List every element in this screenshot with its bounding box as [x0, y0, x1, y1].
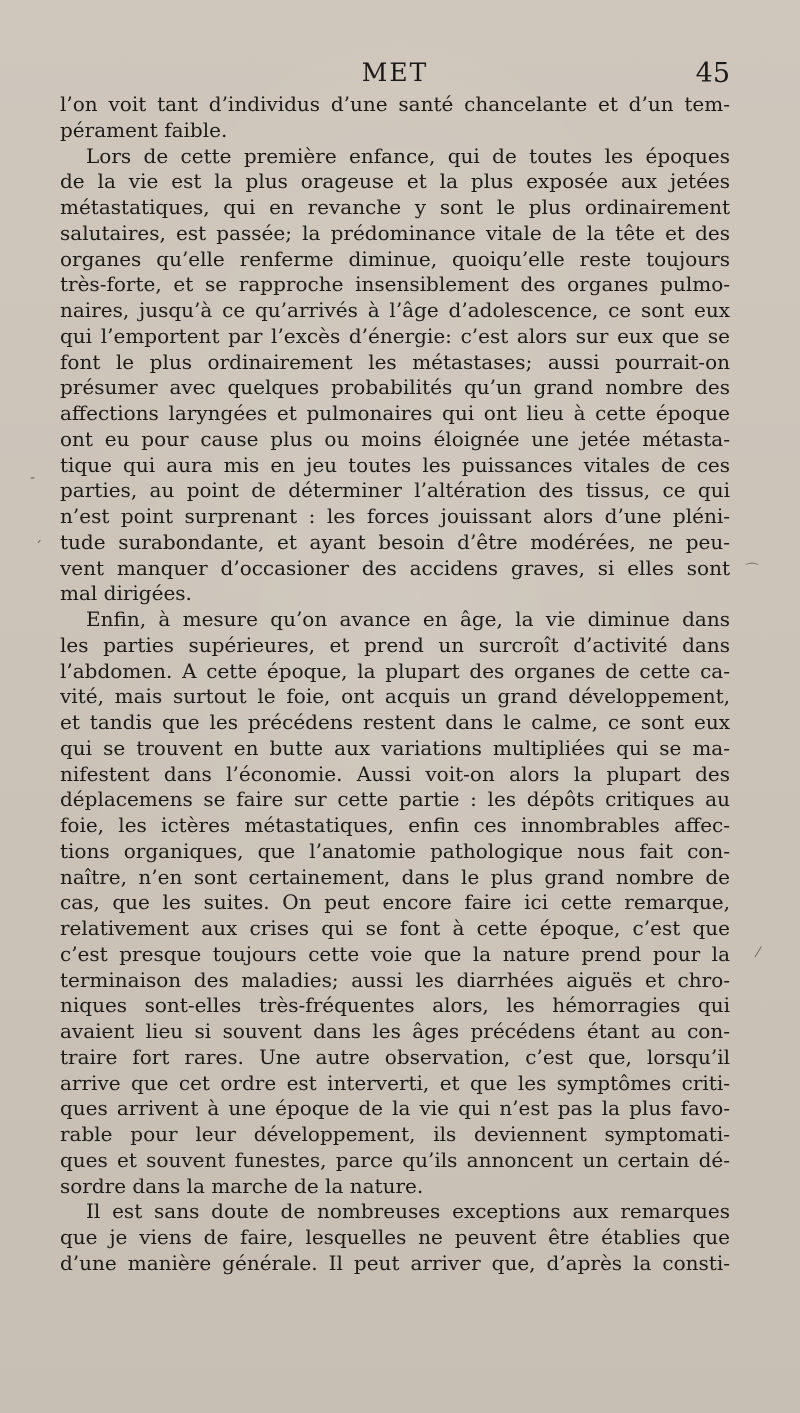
text-line: c’est presque toujours cette voie que la nature prend pour la [60, 941, 730, 966]
text-line: de la vie est la plus orageuse et la plus exposée aux jetées [60, 169, 730, 194]
text-line: l’on voit tant d’individus d’une santé chancelante et d’un tem- [60, 92, 730, 116]
text-line: qui l’emportent par l’excès d’énergie: c’est alors sur eux que se [60, 323, 730, 348]
paragraph-first-line: Il est sans doute de nombreuses exceptions aux remarques [86, 1199, 730, 1224]
text-line: n’est point surprenant : les forces jouissant alors d’une pléni- [60, 504, 730, 528]
text-line: nifestent dans l’économie. Aussi voit-on alors la plupart des [60, 761, 730, 786]
margin-mark: ⁄ [757, 945, 760, 961]
text-line: tions organiques, que l’anatomie pathologique nous fait con- [60, 838, 730, 863]
text-line: terminaison des maladies; aussi les diarrhées aiguës et chro- [60, 967, 730, 992]
margin-mark: ´ [35, 540, 42, 556]
text-line: les parties supérieures, et prend un surcroît d’activité dans [60, 632, 730, 657]
text-line: vité, mais surtout le foie, ont acquis un grand développement, [60, 684, 730, 709]
text-line: relativement aux crises qui se font à cette époque, c’est que [60, 916, 730, 940]
text-line: déplacemens se faire sur cette partie : les dépôts critiques au [60, 787, 730, 812]
text-line: tique qui aura mis en jeu toutes les puissances vitales de ces [60, 452, 730, 477]
text-line: rable pour leur développement, ils deviennent symptomati- [60, 1122, 730, 1146]
text-line: métastatiques, qui en revanche y sont le plus ordinairement [60, 195, 730, 219]
page-number: 45 [695, 58, 730, 89]
text-line: font le plus ordinairement les métastases; aussi pourrait-on [60, 349, 730, 374]
text-line: ont eu pour cause plus ou moins éloignée une jetée métasta- [60, 426, 730, 451]
text-line: que je viens de faire, lesquelles ne peuvent être établies que [60, 1225, 730, 1249]
text-line: d’une manière générale. Il peut arriver que, d’après la consti- [60, 1250, 730, 1275]
text-line: l’abdomen. A cette époque, la plupart des organes de cette ca- [60, 658, 730, 683]
text-line: avaient lieu si souvent dans les âges précédens étant au con- [60, 1019, 730, 1043]
text-line: et tandis que les précédens restent dans le calme, ce sont eux [60, 710, 730, 734]
text-line: naires, jusqu’à ce qu’arrivés à l’âge d’adolescence, ce sont eux [60, 298, 730, 322]
text-line: pérament faible. [60, 117, 228, 142]
text-line: très-forte, et se rapproche insensiblement des organes pulmo- [60, 272, 730, 297]
text-line: sordre dans la marche de la nature. [60, 1173, 424, 1198]
body-text [60, 92, 730, 1277]
text-line: parties, au point de déterminer l’altération des tissus, ce qui [60, 478, 730, 503]
text-line: vent manquer d’occasioner des accidens graves, si elles sont [60, 555, 730, 580]
text-line: ques arrivent à une époque de la vie qui n’est pas la plus favo- [60, 1096, 730, 1121]
margin-mark: ⌒ [745, 563, 759, 579]
text-line: qui se trouvent en butte aux variations multipliées qui se ma- [60, 735, 730, 760]
text-line: ques et souvent funestes, parce qu’ils annoncent un certain dé- [60, 1147, 730, 1172]
text-line: arrive que cet ordre est interverti, et que les symptômes criti- [60, 1070, 730, 1095]
running-head [60, 58, 730, 94]
text-line: cas, que les suites. On peut encore faire ici cette remarque, [60, 890, 730, 915]
text-line: tude surabondante, et ayant besoin d’être modérées, ne peu- [60, 529, 730, 554]
text-line: traire fort rares. Une autre observation, c’est que, lorsqu’il [60, 1044, 730, 1069]
text-line: affections laryngées et pulmonaires qui ont lieu à cette époque [60, 401, 730, 425]
text-line: organes qu’elle renferme diminue, quoiqu’elle reste toujours [60, 246, 730, 271]
text-line: salutaires, est passée; la prédominance vitale de la tête et des [60, 220, 730, 245]
paragraph-first-line: Enfin, à mesure qu’on avance en âge, la vie diminue dans [86, 607, 730, 631]
text-line: présumer avec quelques probabilités qu’un grand nombre des [60, 375, 730, 400]
text-line: foie, les ictères métastatiques, enfin ces innombrables affec- [60, 813, 730, 837]
text-line: niques sont-elles très-fréquentes alors, les hémorragies qui [60, 993, 730, 1018]
text-line: naître, n’en sont certainement, dans le plus grand nombre de [60, 864, 730, 889]
running-title: MET [361, 58, 429, 87]
text-line: mal dirigées. [60, 581, 192, 606]
paragraph-first-line: Lors de cette première enfance, qui de toutes les époques [86, 143, 730, 168]
margin-mark: - [30, 470, 36, 486]
